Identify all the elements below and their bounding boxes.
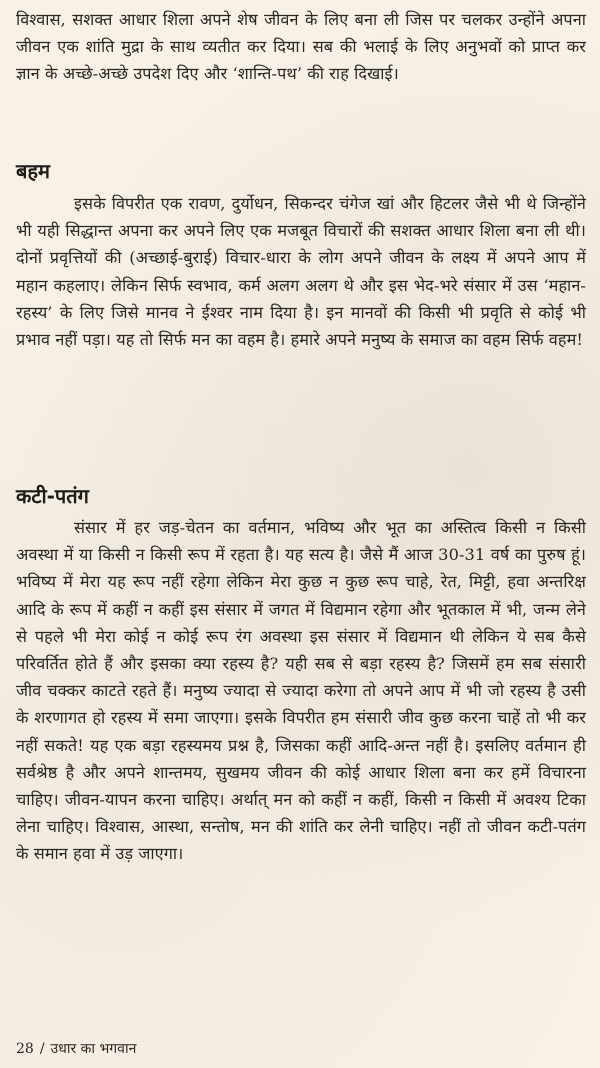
- section-heading-kati-patang: कटी-पतंग: [16, 484, 89, 508]
- vaham-paragraph: इसके विपरीत एक रावण, दुर्योधन, सिकन्दर चंगेज खां और हिटलर जैसे भी थे जिन्होंने भी यही सिद्धान्त अपना कर अपने लिए एक मजबूत विचारों की सशक्त आधार शिला बना ली थी। दोनों प्रवृत्तियों की (अच्छाई-बुराई) विचार-धारा के लोग अपने जीवन के लक्ष्य में अपने आप में महान कहलाए। लेकिन सिर्फ स्वभाव, कर्म अलग अलग थे और इस भेद-भरे संसार में उस ‘महान-रहस्य’ के लिए जिसे मानव ने ईश्वर नाम दिया है। इन मानवों की किसी भी प्रवृति से कोई भी प्रभाव नहीं पड़ा। यह तो सिर्फ मन का वहम है। हमारे अपने मनुष्य के समाज का वहम सिर्फ वहम!: [16, 194, 586, 350]
- book-title: उधार का भगवान: [50, 1041, 137, 1057]
- intro-paragraph: विश्वास, सशक्त आधार शिला अपने शेष जीवन के लिए बना ली जिस पर चलकर उन्होंने अपना जीवन एक शांति मुद्रा के साथ व्यतीत कर दिया। सब की भलाई के लिए अनुभवों को प्राप्त कर ज्ञान के अच्छे-अच्छे उपदेश दिए और ‘शान्ति-पथ’ की राह दिखाई।: [16, 10, 586, 84]
- page-number: 28: [16, 1041, 34, 1057]
- footer-separator: /: [39, 1041, 45, 1057]
- section-heading-vaham: बहम: [16, 159, 50, 183]
- kati-patang-paragraph: संसार में हर जड़-चेतन का वर्तमान, भविष्य और भूत का अस्तित्व किसी न किसी अवस्था में या किसी न किसी रूप में रहता है। यह सत्य है। जैसे मैं आज 30-31 वर्ष का पुरुष हूं। भविष्य में मेरा यह रूप नहीं रहेगा लेकिन मेरा कुछ न कुछ रूप चाहे, रेत, मिट्टी, हवा अन्तरिक्ष आदि के रूप में कहीं न कहीं इस संसार में जगत में विद्यमान रहेगा और भूतकाल में भी, जन्म लेने से पहले भी मेरा कोई न कोई रूप रंग अवस्था इस संसार में विद्यमान थी लेकिन ये सब कैसे परिवर्तित होते हैं और इसका क्या रहस्य है? यही सब से बड़ा रहस्य है? जिसमें हम सब संसारी जीव चक्कर काटते रहते हैं। मनुष्य ज्यादा से ज्यादा करेगा तो अपने आप में भी जो रहस्य है उसी के शरणागत हो रहस्य में समा जाएगा। इसके विपरीत हम संसारी जीव कुछ करना चाहें तो भी कर नहीं सकते! यह एक बड़ा रहस्यमय प्रश्न है, जिसका कहीं आदि-अन्त नहीं है। इसलिए वर्तमान ही सर्वश्रेष्ठ है और अपने शान्तमय, सुखमय जीवन की कोई आधार शिला बना कर हमें विचारना चाहिए। जीवन-यापन करना चाहिए। अर्थात् मन को कहीं न कहीं, किसी न किसी में अवश्य टिका लेना चाहिए। विश्वास, आस्था, सन्तोष, मन की शांति कर लेनी चाहिए। नहीं तो जीवन कटी-पतंग के समान हवा में उड़ जाएगा।: [16, 518, 586, 864]
- page-footer: [16, 1040, 136, 1058]
